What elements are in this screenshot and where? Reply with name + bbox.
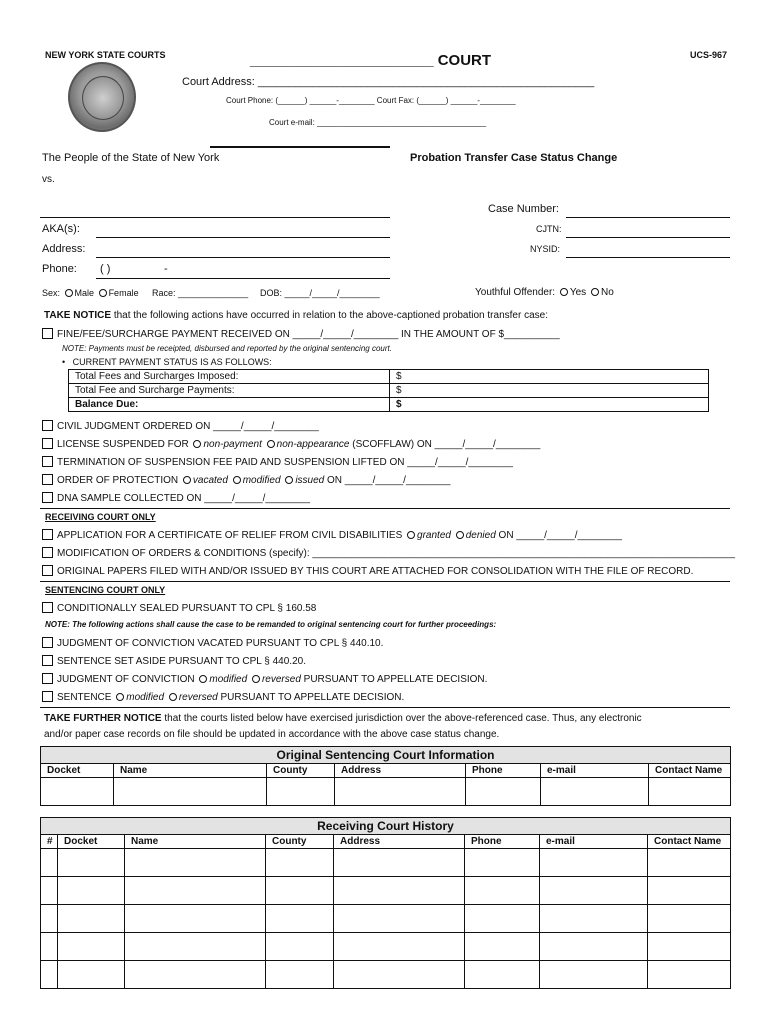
conviction-modified-radio[interactable] [199, 675, 207, 683]
table-cell[interactable] [41, 778, 114, 806]
denied-radio[interactable] [456, 531, 464, 539]
termination-checkbox[interactable] [42, 456, 53, 467]
table-row [69, 370, 709, 384]
license-line [42, 438, 540, 450]
payment-row-label: Total Fees and Surcharges Imposed: [69, 370, 390, 384]
sentence-reversed-radio[interactable] [169, 693, 177, 701]
table-cell[interactable] [649, 778, 731, 806]
license-checkbox[interactable] [42, 438, 53, 449]
termination-text: TERMINATION OF SUSPENSION FEE PAID AND SUSPENSION LIFTED ON _____/_____/________ [57, 457, 513, 468]
table-cell[interactable] [267, 778, 335, 806]
court-seal-icon [68, 62, 136, 132]
order-of-protection-line [42, 474, 450, 486]
form-id: UCS-967 [690, 50, 728, 60]
payment-row-label: Total Fee and Surcharge Payments: [69, 384, 390, 398]
table-row [41, 961, 731, 989]
take-notice-text: that the following actions have occurred in relation to the above-captioned probation transfer case: [111, 310, 548, 321]
table-cell[interactable] [266, 877, 334, 905]
table-cell[interactable] [648, 849, 731, 877]
col-number: # [41, 835, 58, 849]
take-notice [44, 310, 548, 321]
col-contact-name: Contact Name [648, 835, 731, 849]
table-row [69, 384, 709, 398]
conviction-reversed-radio[interactable] [252, 675, 260, 683]
payment-row-value[interactable]: $ [390, 384, 709, 398]
license-date: (SCOFFLAW) ON _____/_____/________ [352, 439, 541, 450]
dna-text: DNA SAMPLE COLLECTED ON _____/_____/________ [57, 493, 310, 504]
table-cell[interactable] [58, 933, 125, 961]
female-label: Female [108, 288, 139, 298]
sentencing-note: NOTE: The following actions shall cause the case to be remanded to original sentencing court for further proceedings: [45, 620, 497, 629]
phone-label: Phone: [42, 263, 77, 275]
original-papers-text: ORIGINAL PAPERS FILED WITH AND/OR ISSUED BY THIS COURT ARE ATTACHED FOR CONSOLIDATION WITH THE FILE OF RECORD. [57, 566, 694, 577]
table-row [41, 877, 731, 905]
table-cell[interactable] [41, 933, 58, 961]
termination-line [42, 456, 513, 468]
relief-text: APPLICATION FOR A CERTIFICATE OF RELIEF FROM CIVIL DISABILITIES [57, 530, 403, 541]
col-name: Name [125, 835, 266, 849]
further-notice-lead: TAKE FURTHER NOTICE [44, 713, 162, 724]
payment-row-value[interactable]: $ [390, 398, 709, 412]
payment-text: FINE/FEE/SURCHARGE PAYMENT RECEIVED ON _____/_____/________ IN THE AMOUNT OF $__________ [57, 329, 560, 340]
original-papers-checkbox[interactable] [42, 565, 53, 576]
section-divider [40, 508, 730, 509]
org-name: NEW YORK STATE COURTS [45, 50, 166, 60]
table-cell[interactable] [648, 905, 731, 933]
payment-status-text: CURRENT PAYMENT STATUS IS AS FOLLOWS: [72, 357, 272, 367]
people-caption: The People of the State of New York [42, 152, 220, 164]
no-label: No [600, 287, 614, 298]
case-number-line[interactable] [566, 217, 730, 218]
non-payment-radio[interactable] [193, 440, 201, 448]
modified-radio[interactable] [233, 476, 241, 484]
table-cell[interactable] [334, 905, 465, 933]
receiving-history-table [40, 817, 731, 989]
table-cell[interactable] [41, 905, 58, 933]
table-cell[interactable] [540, 961, 648, 989]
male-radio[interactable] [65, 289, 73, 297]
sentence-checkbox[interactable] [42, 691, 53, 702]
case-number-label: Case Number: [488, 203, 559, 215]
issued-radio[interactable] [285, 476, 293, 484]
table-cell[interactable] [58, 849, 125, 877]
relief-checkbox[interactable] [42, 529, 53, 540]
order-of-protection-checkbox[interactable] [42, 474, 53, 485]
table-cell[interactable] [125, 933, 266, 961]
table-cell[interactable] [465, 961, 540, 989]
sentence-line [42, 691, 404, 703]
court-email-field[interactable]: Court e-mail: ______________________________________ [269, 118, 487, 127]
table-row [41, 933, 731, 961]
table-cell[interactable] [58, 961, 125, 989]
sealed-checkbox[interactable] [42, 602, 53, 613]
race-field[interactable]: Race: ______________ [152, 288, 249, 298]
table-cell[interactable] [648, 961, 731, 989]
take-notice-lead: TAKE NOTICE [44, 310, 112, 321]
col-email: e-mail [540, 835, 648, 849]
phone-area-code[interactable]: ( ) [100, 263, 111, 275]
table-cell[interactable] [540, 905, 648, 933]
vacated-label: vacated [192, 475, 228, 486]
set-aside-checkbox[interactable] [42, 655, 53, 666]
further-notice-text2: and/or paper case records on file should be updated in accordance with the above case status change. [44, 729, 500, 740]
table-cell[interactable] [540, 933, 648, 961]
table-cell[interactable] [114, 778, 267, 806]
oop-date: ON _____/_____/________ [327, 475, 451, 486]
table-cell[interactable] [540, 877, 648, 905]
col-county: County [267, 764, 335, 778]
denied-label: denied [465, 530, 496, 541]
non-appearance-label: non-appearance [276, 439, 350, 450]
col-contact-name: Contact Name [649, 764, 731, 778]
section-divider [40, 581, 730, 582]
set-aside-line [42, 655, 306, 667]
address-line[interactable] [96, 257, 390, 258]
civil-judgment-checkbox[interactable] [42, 420, 53, 431]
modified-label: modified [242, 475, 281, 486]
table-cell[interactable] [465, 849, 540, 877]
payment-row-value[interactable]: $ [390, 370, 709, 384]
court-phone-fax-field[interactable]: Court Phone: (______) ______-________ Court Fax: (______) ______-________ [226, 96, 516, 105]
table-cell[interactable] [266, 933, 334, 961]
court-word: COURT [437, 52, 492, 69]
set-aside-text: SENTENCE SET ASIDE PURSUANT TO CPL § 440.20. [57, 656, 306, 667]
col-phone: Phone [465, 835, 540, 849]
table-cell[interactable] [125, 905, 266, 933]
receiving-history-title: Receiving Court History [41, 818, 731, 835]
sentence-suffix: PURSUANT TO APPELLATE DECISION. [220, 692, 405, 703]
table-cell[interactable] [335, 778, 466, 806]
modification-line [42, 547, 735, 559]
sentence-modified-label: modified [126, 692, 165, 703]
table-cell[interactable] [334, 933, 465, 961]
sentencing-heading: SENTENCING COURT ONLY [45, 585, 166, 595]
modification-checkbox[interactable] [42, 547, 53, 558]
table-cell[interactable] [541, 778, 649, 806]
table-cell[interactable] [125, 877, 266, 905]
youthful-offender-label: Youthful Offender: [475, 287, 556, 298]
further-notice-line1 [44, 713, 642, 724]
table-cell[interactable] [648, 933, 731, 961]
table-row [69, 398, 709, 412]
conviction-checkbox[interactable] [42, 673, 53, 684]
sealed-line [42, 602, 316, 614]
table-cell[interactable] [465, 933, 540, 961]
table-row [41, 905, 731, 933]
table-cell[interactable] [58, 905, 125, 933]
court-name-blank: ______________________ [250, 52, 434, 69]
table-cell[interactable] [465, 905, 540, 933]
sentence-modified-radio[interactable] [116, 693, 124, 701]
col-docket: Docket [58, 835, 125, 849]
nysid-label: NYSID: [530, 244, 561, 254]
table-cell[interactable] [266, 849, 334, 877]
original-court-table [40, 746, 731, 806]
table-cell[interactable] [465, 877, 540, 905]
issued-label: issued [295, 475, 325, 486]
modification-text: MODIFICATION OF ORDERS & CONDITIONS (specify): ____________________________________________________________________________ [57, 548, 736, 559]
table-cell[interactable] [334, 877, 465, 905]
col-address: Address [335, 764, 466, 778]
civil-judgment-line [42, 420, 319, 432]
yes-label: Yes [569, 287, 587, 298]
sealed-text: CONDITIONALLY SEALED PURSUANT TO CPL § 160.58 [57, 603, 317, 614]
female-radio[interactable] [99, 289, 107, 297]
vacated-text: JUDGMENT OF CONVICTION VACATED PURSUANT TO CPL § 440.10. [57, 638, 384, 649]
conviction-modified-label: modified [209, 674, 248, 685]
conviction-suffix: PURSUANT TO APPELLATE DECISION. [303, 674, 488, 685]
payment-checkbox[interactable] [42, 328, 53, 339]
cjtn-label: CJTN: [536, 224, 562, 234]
aka-line[interactable] [96, 237, 390, 238]
license-text: LICENSE SUSPENDED FOR [57, 439, 189, 450]
civil-judgment-text: CIVIL JUDGMENT ORDERED ON _____/_____/________ [57, 421, 319, 432]
vacated-checkbox[interactable] [42, 637, 53, 648]
payment-row-label: Balance Due: [69, 398, 390, 412]
col-county: County [266, 835, 334, 849]
sentence-reversed-label: reversed [178, 692, 218, 703]
cjtn-line[interactable] [566, 237, 730, 238]
col-docket: Docket [41, 764, 114, 778]
relief-line [42, 529, 622, 541]
payment-note: NOTE: Payments must be receipted, disbursed and reported by the original sentencing court. [62, 344, 392, 353]
male-label: Male [74, 288, 95, 298]
non-appearance-radio[interactable] [267, 440, 275, 448]
payment-line [42, 328, 560, 340]
yes-radio[interactable] [560, 288, 568, 296]
col-name: Name [114, 764, 267, 778]
col-address: Address [334, 835, 465, 849]
table-cell[interactable] [266, 905, 334, 933]
original-papers-line [42, 565, 693, 577]
table-cell[interactable] [334, 961, 465, 989]
table-cell[interactable] [125, 849, 266, 877]
youthful-offender-row [475, 287, 614, 298]
table-cell[interactable] [41, 849, 58, 877]
dna-checkbox[interactable] [42, 492, 53, 503]
phone-line[interactable] [96, 278, 390, 279]
demographics-row [42, 288, 139, 298]
conviction-text: JUDGMENT OF CONVICTION [57, 674, 195, 685]
table-cell[interactable] [41, 877, 58, 905]
table-header-row [41, 764, 731, 778]
court-address-field[interactable]: Court Address: _______________________________________________________ [182, 76, 595, 88]
table-row [41, 778, 731, 806]
vacated-line [42, 637, 383, 649]
vacated-radio[interactable] [183, 476, 191, 484]
oop-text: ORDER OF PROTECTION [57, 475, 179, 486]
col-email: e-mail [541, 764, 649, 778]
bullet-icon: • [62, 357, 73, 367]
further-notice-text1: that the courts listed below have exercised jurisdiction over the above-referenced case. Thus, any electronic [161, 713, 642, 724]
table-cell[interactable] [334, 849, 465, 877]
vs-label: vs. [42, 174, 55, 185]
phone-dash: - [164, 263, 168, 275]
table-cell[interactable] [648, 877, 731, 905]
table-cell[interactable] [125, 961, 266, 989]
aka-label: AKA(s): [42, 223, 80, 235]
payment-status-heading [62, 357, 272, 367]
conviction-line [42, 673, 487, 685]
payment-status-table [68, 369, 709, 412]
granted-label: granted [417, 530, 451, 541]
address-label: Address: [42, 243, 86, 255]
non-payment-label: non-payment [203, 439, 262, 450]
table-cell[interactable] [466, 778, 541, 806]
relief-date: ON _____/_____/________ [498, 530, 622, 541]
sex-label: Sex: [42, 288, 61, 298]
original-court-title: Original Sentencing Court Information [41, 747, 731, 764]
defendant-name-line[interactable] [40, 217, 390, 218]
conviction-reversed-label: reversed [261, 674, 301, 685]
caption-rule [210, 146, 390, 148]
table-row [41, 849, 731, 877]
receiving-heading: RECEIVING COURT ONLY [45, 512, 156, 522]
form-title: Probation Transfer Case Status Change [410, 152, 618, 164]
nysid-line[interactable] [566, 257, 730, 258]
table-cell[interactable] [540, 849, 648, 877]
no-radio[interactable] [591, 288, 599, 296]
dob-field[interactable]: DOB: _____/_____/________ [260, 288, 380, 298]
table-cell[interactable] [266, 961, 334, 989]
dna-line [42, 492, 310, 504]
granted-radio[interactable] [407, 531, 415, 539]
sentence-text: SENTENCE [57, 692, 112, 703]
table-header-row [41, 835, 731, 849]
col-phone: Phone [466, 764, 541, 778]
table-cell[interactable] [58, 877, 125, 905]
section-divider [40, 707, 730, 708]
table-cell[interactable] [41, 961, 58, 989]
court-title[interactable] [250, 52, 491, 69]
